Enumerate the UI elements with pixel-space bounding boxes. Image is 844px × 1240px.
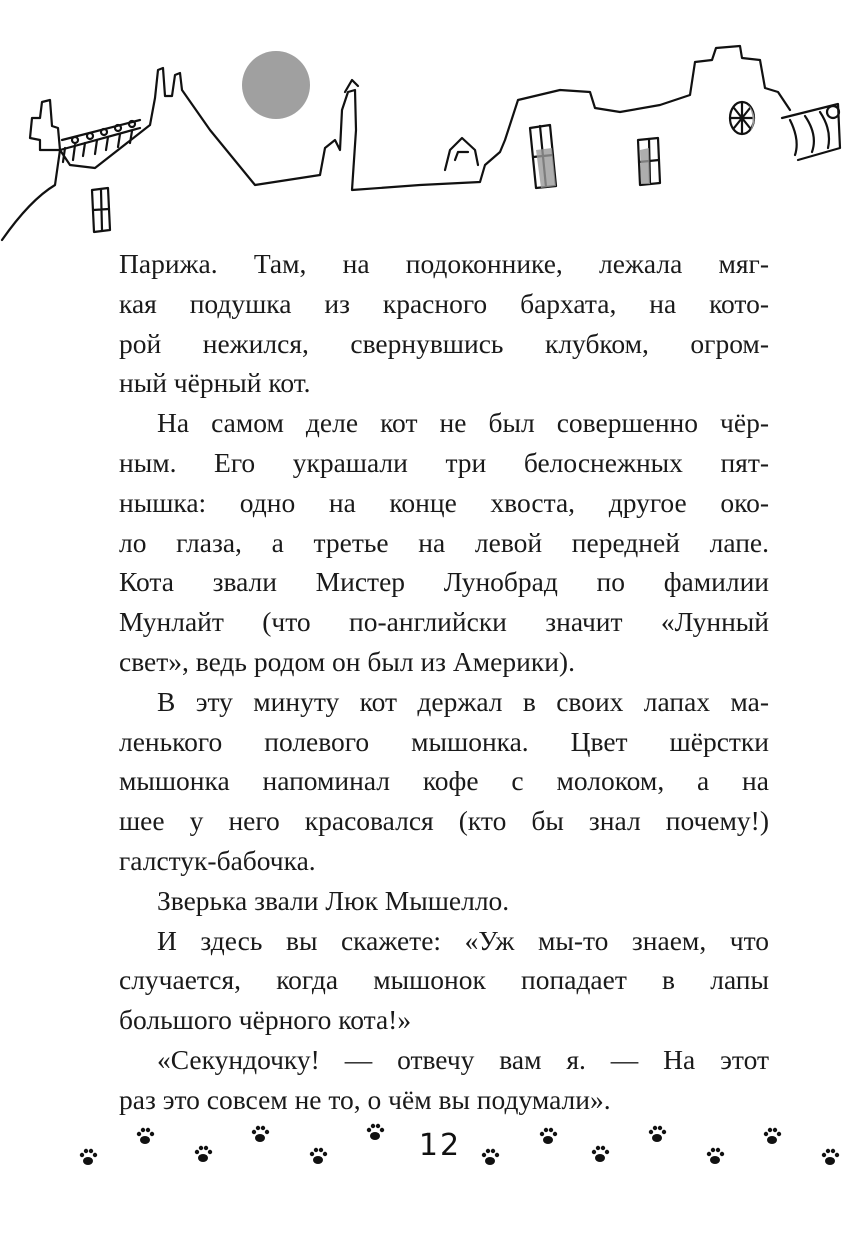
paw-print-icon	[649, 1126, 666, 1142]
text-line: шее у него красовался (кто бы знал почему!)	[119, 805, 769, 837]
text-line: Мунлайт (что по-английски значит «Лунный	[119, 606, 769, 638]
text-line: рой нежился, свернувшись клубком, огром-	[119, 327, 769, 359]
text-line: Зверька звали Люк Мышелло.	[157, 884, 510, 916]
text-line: кая подушка из красного бархата, на кото-	[119, 287, 769, 319]
paw-print-icon	[252, 1126, 269, 1142]
text-line: ный чёрный кот.	[119, 367, 311, 399]
paw-print-icon	[707, 1148, 724, 1164]
paw-print-icon	[822, 1149, 839, 1165]
moon-icon	[242, 51, 310, 119]
text-line: раз это совсем не то, о чём вы подумали».	[119, 1083, 611, 1115]
rooftops-illustration	[0, 0, 844, 250]
text-line: мышонка напоминал кофе с молоком, а на	[119, 765, 769, 797]
paw-print-icon	[540, 1128, 557, 1144]
text-line: ным. Его украшали три белоснежных пят-	[119, 446, 769, 478]
paw-print-icon	[764, 1128, 781, 1144]
text-line: Парижа. Там, на подоконнике, лежала мяг-	[119, 248, 769, 279]
paw-print-icon	[195, 1146, 212, 1162]
text-line: ленького полевого мышонка. Цвет шёрстки	[119, 725, 769, 757]
page-text	[119, 244, 769, 1120]
text-line: «Секундочку! — отвечу вам я. — На этот	[157, 1043, 769, 1075]
paw-print-icon	[482, 1149, 499, 1165]
text-line: Кота звали Мистер Лунобрад по фамилии	[119, 566, 769, 598]
text-line: ло глаза, а третье на левой передней лапе.	[119, 526, 769, 558]
paw-print-icon	[592, 1146, 609, 1162]
text-line: большого чёрного кота!»	[119, 1004, 412, 1036]
text-line: На самом деле кот не был совершенно чёр-	[157, 407, 769, 439]
paw-print-icon	[310, 1148, 327, 1164]
text-line: галстук-бабочка.	[119, 844, 316, 876]
text-line: случается, когда мышонок попадает в лапы	[119, 964, 769, 996]
paw-print-icon	[80, 1149, 97, 1165]
text-line: нышка: одно на конце хвоста, другое око-	[119, 486, 769, 518]
paw-print-icon	[367, 1124, 384, 1140]
text-line: свет», ведь родом он был из Америки).	[119, 645, 575, 677]
page-number: 12	[418, 1128, 462, 1163]
paw-print-icon	[137, 1128, 154, 1144]
text-line: И здесь вы скажете: «Уж мы-то знаем, что	[157, 924, 769, 956]
text-line: В эту минуту кот держал в своих лапах ма-	[157, 685, 769, 717]
